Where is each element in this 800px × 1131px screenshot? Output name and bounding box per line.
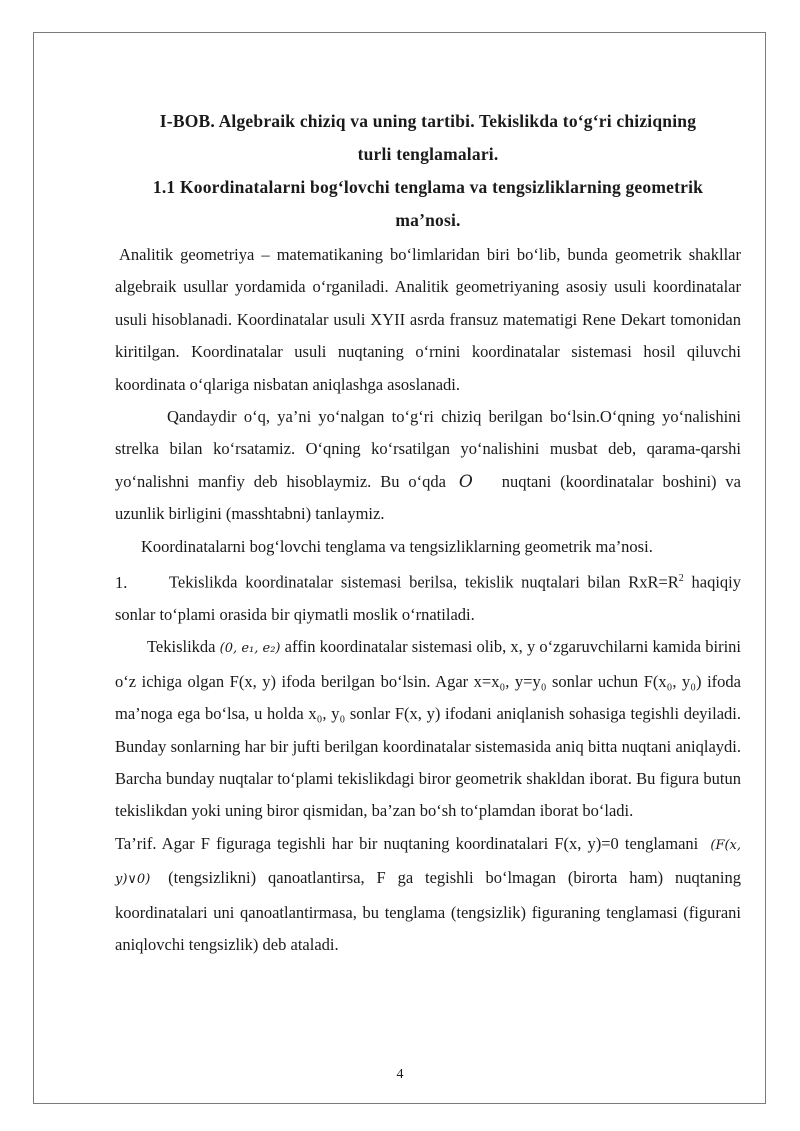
paragraph-item-1 [115, 563, 741, 631]
page-number: 4 [396, 1067, 404, 1082]
section-title-line2: ma’nosi. [395, 210, 461, 230]
paragraph-axis [115, 401, 741, 531]
inequality-formula: (F(x, y)∨0) [115, 837, 742, 888]
affine-system-formula: (0, e₁, e₂) [219, 641, 281, 657]
paragraph-definition-text-b: (tengsizlikni) qanoatlantirsa, F ga tegishli bo‘lmagan (birorta ham) nuqtaning koordinatalari uni qanoatlantirmasa, bu tenglama (tengsizlik) figuraning tenglamasi (figurani aniqlovchi tengsizlik) deb ataladi. [115, 868, 741, 955]
item-text-b: haqiqiy sonlar to‘plami orasida bir qiymatli moslik o‘rnatiladi. [115, 572, 742, 624]
origin-symbol: O [458, 471, 473, 492]
paragraph-affine-text-a: Tekislikda [147, 637, 216, 657]
item-text-a: Tekislikda koordinatalar sistemasi berilsa, tekislik nuqtalari bilan RxR=R [169, 572, 679, 592]
paragraph-intro: Analitik geometriya – matematikaning bo‘limlaridan biri bo‘lib, bunda geometrik shakllar algebraik usullar yordamida o‘rganiladi. Analitik geometriyaning asosiy usuli koordinatalar usuli hisoblanadi. Koordinatalar usuli XYII asrda fransuz matematigi Rene Dekart tomonidan kiritilgan. Koordinatalar usuli nuqtaning o‘rnini koordinatalar sistemasi hosil qiluvchi koordinata o‘qlariga nisbatan aniqlashga asoslanadi. [115, 245, 741, 394]
paragraph-definition-text-a: Ta’rif. Agar F figuraga tegishli har bir nuqtaning koordinatalari F(x, y)=0 tenglamani [115, 833, 699, 853]
paragraph-affine-text-b: affin koordinatalar sistemasi olib, x, y o‘zgaruvchilarni kamida birini o‘z ichiga olgan F(x, y) ifoda berilgan bo‘lsin. Agar x=x₀, y=y₀ sonlar uchun F(x₀, y₀) ifoda ma’noga ega bo‘lsa, u holda x₀, y₀ sonlar F(x, y) ifodani aniqlanish sohasiga tegishli deyiladi. Bunday sonlarning har bir jufti berilgan koordinatalar sistemasida aniq bitta nuqtani aniqlaydi. Barcha bunday nuqtalar to‘plami tekislikdagi biror geometrik shakldan iborat. Bu figura butun tekislikdan yoki uning biror qismidan, ba’zan bo‘sh to‘plamdan iborat bo‘ladi. [115, 637, 742, 821]
paragraph-definition [115, 828, 741, 962]
chapter-title-line1: I-BOB. Algebraik chiziq va uning tartibi. Tekislikda to‘g‘ri chiziqning [159, 111, 697, 131]
item-number: 1. [115, 572, 128, 592]
section-title-line1: 1.1 Koordinatalarni bog‘lovchi tenglama va tengsizliklarning geometrik [152, 177, 704, 197]
paragraph-axis-text-a: Qandaydir o‘q, ya’ni yo‘nalgan to‘g‘ri chiziq berilgan bo‘lsin.O‘qning yo‘nalishini strelka bilan ko‘rsatamiz. O‘qning ko‘rsatilgan yo‘nalishini musbat deb, qarama-qarshi yo‘nalishni manfiy deb hisoblaymiz. Bu o‘qda [115, 407, 741, 491]
paragraph-affine [115, 631, 741, 827]
paragraph-axis-text-b: nuqtani (koordinatalar boshini) va uzunlik birligini (masshtabni) tanlaymiz. [115, 471, 742, 524]
document-body [115, 105, 741, 961]
paragraph-subtitle: Koordinatalarni bog‘lovchi tenglama va tengsizliklarning geometrik ma’nosi. [141, 536, 653, 556]
item-superscript: 2 [678, 573, 684, 585]
chapter-title-line2: turli tenglamalari. [357, 144, 499, 164]
